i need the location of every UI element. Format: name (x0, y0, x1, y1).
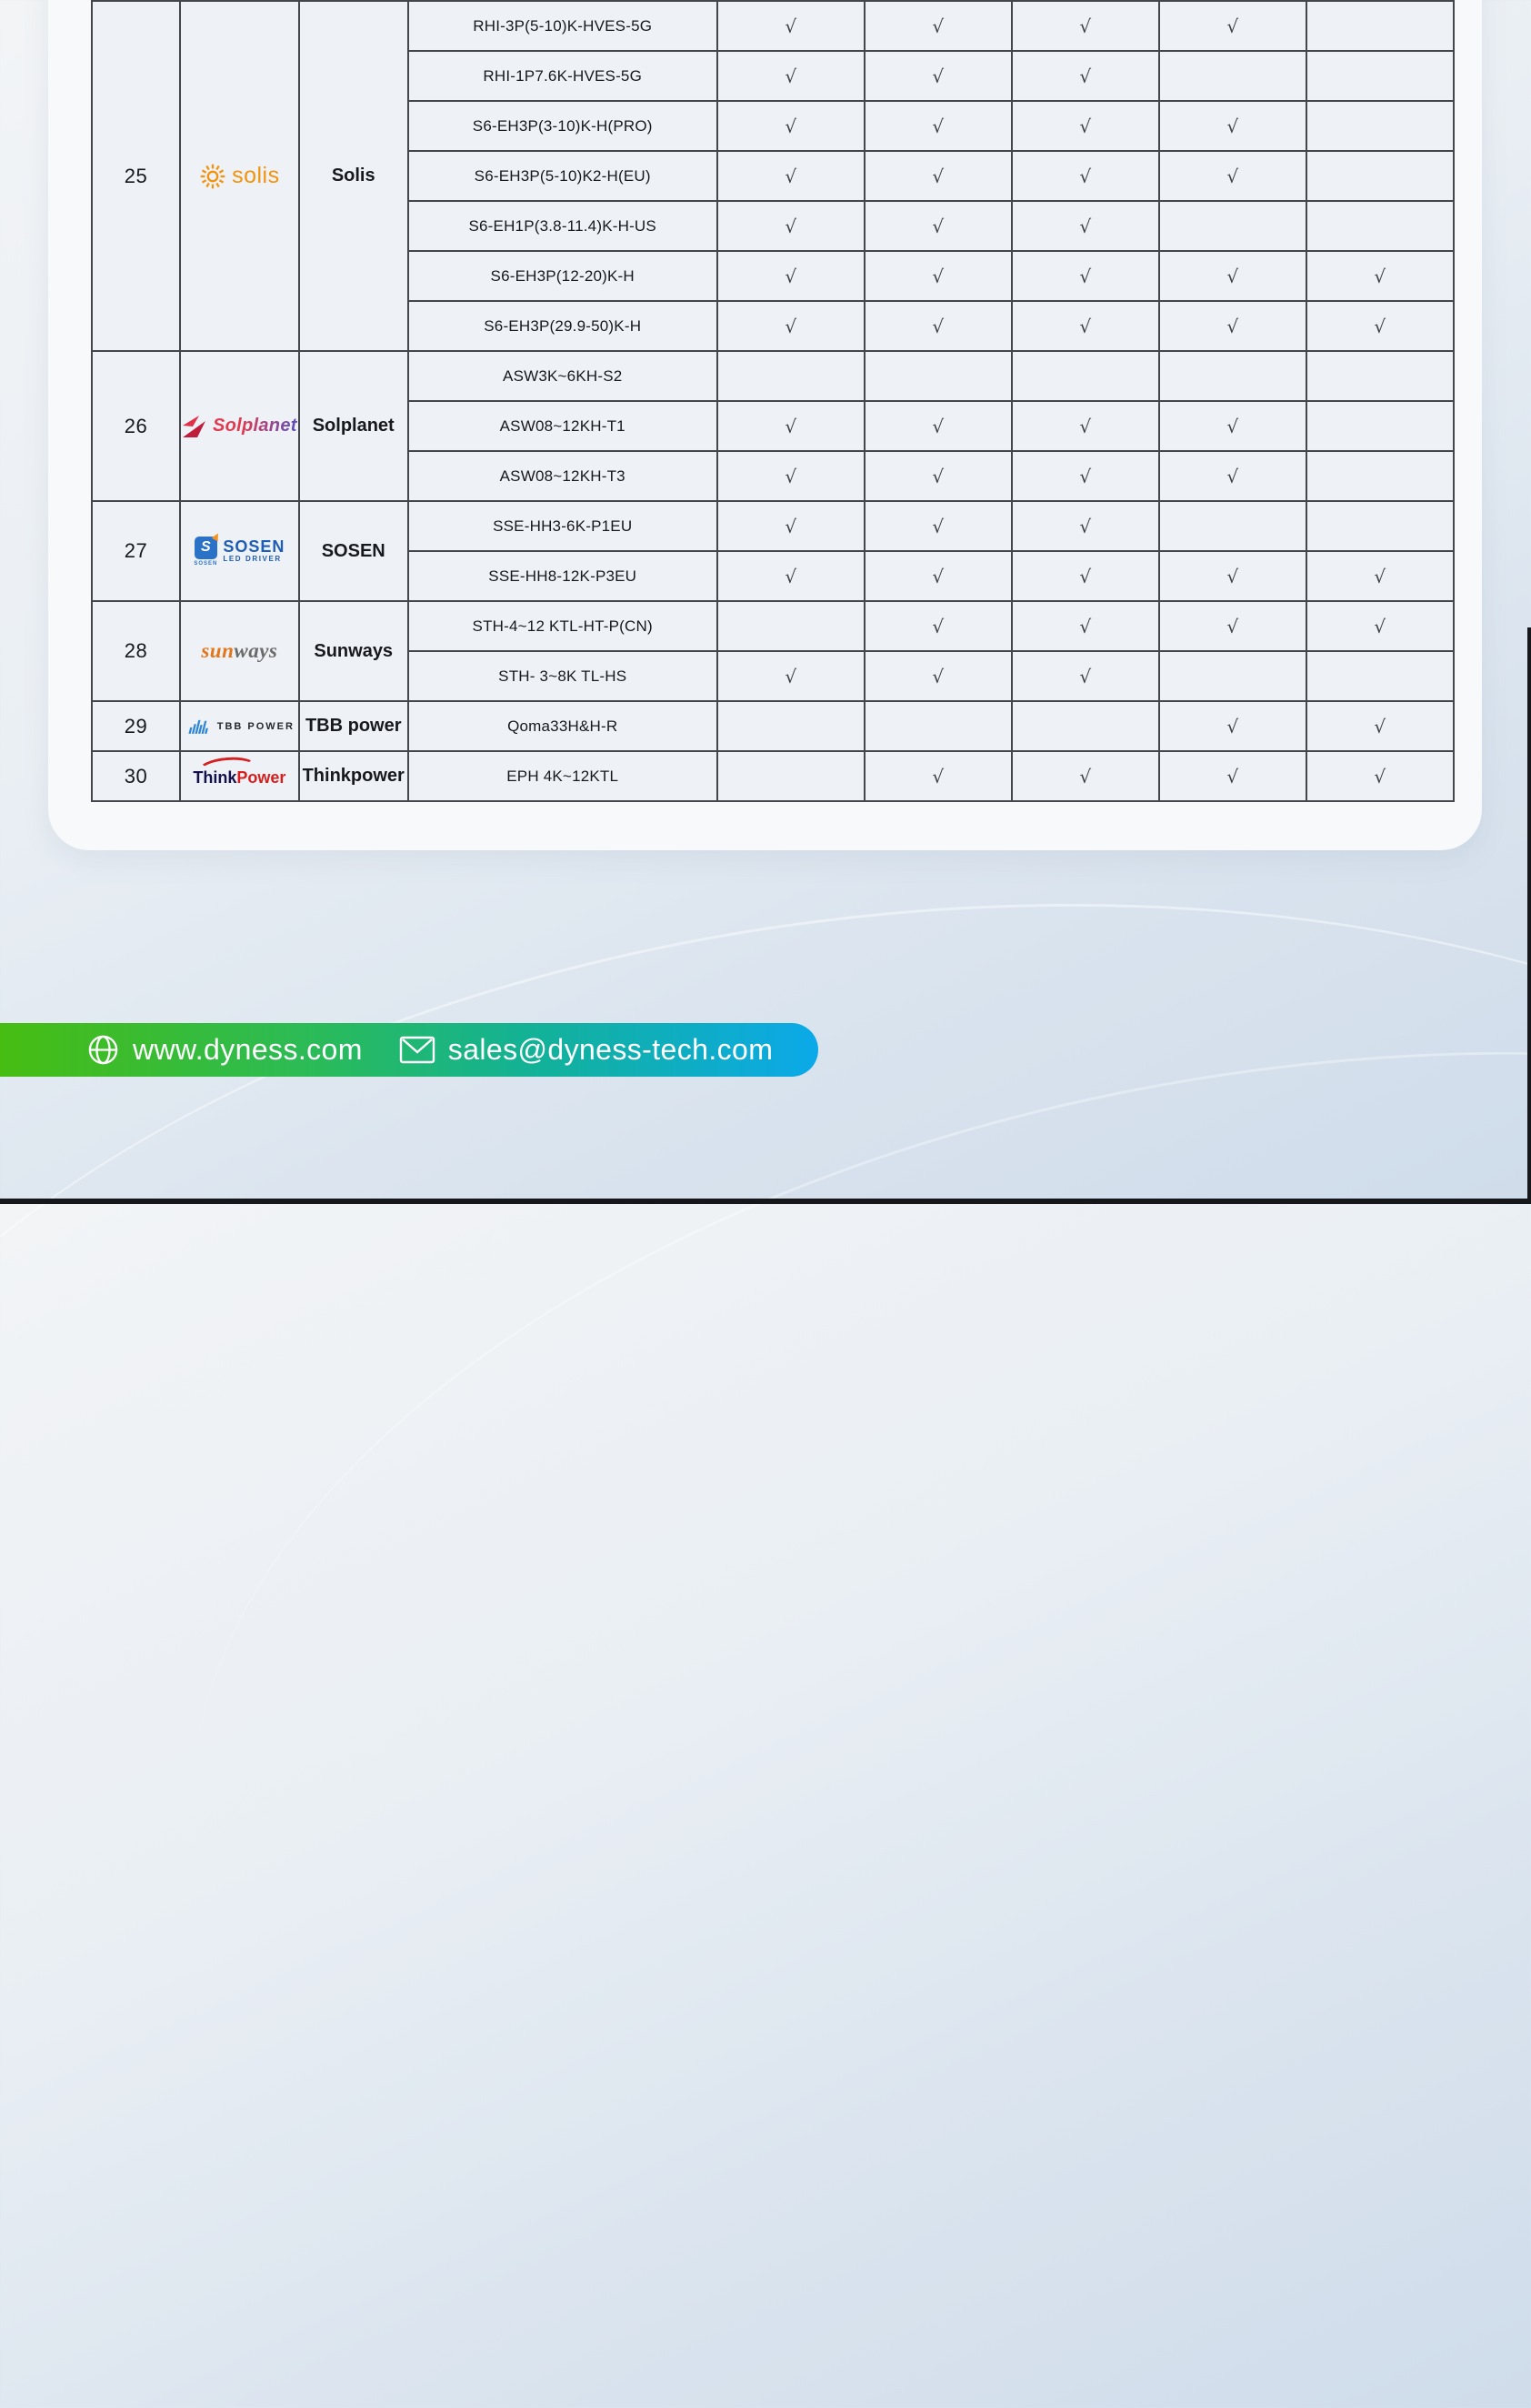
model-cell: ASW08~12KH-T1 (408, 401, 717, 451)
row-number-cell: 30 (92, 751, 180, 801)
check-cell (1012, 701, 1159, 751)
model-cell: RHI-1P7.6K-HVES-5G (408, 51, 717, 101)
model-cell: STH- 3~8K TL-HS (408, 651, 717, 701)
check-cell: √ (1012, 301, 1159, 351)
sosen-icon: S (195, 537, 217, 559)
row-number-cell: 28 (92, 601, 180, 701)
check-cell (1159, 51, 1306, 101)
check-cell: √ (1159, 301, 1306, 351)
check-cell: √ (1012, 651, 1159, 701)
email-icon (399, 1036, 435, 1064)
check-cell: √ (865, 201, 1012, 251)
model-cell: Qoma33H&H-R (408, 701, 717, 751)
check-cell: √ (1159, 701, 1306, 751)
check-cell: √ (717, 501, 865, 551)
table-row (92, 351, 1454, 401)
solis-logo (199, 163, 280, 190)
bg-wave (0, 775, 1531, 2408)
check-cell: √ (717, 201, 865, 251)
sosen-logo-subtext: LED DRIVER (223, 555, 282, 564)
brand-name-cell: Solplanet (299, 351, 408, 501)
model-cell: ASW08~12KH-T3 (408, 451, 717, 501)
check-cell: √ (865, 251, 1012, 301)
check-cell: √ (865, 751, 1012, 801)
row-number-cell: 29 (92, 701, 180, 751)
brand-name-cell: Thinkpower (299, 751, 408, 801)
row-number-cell: 25 (92, 1, 180, 351)
brand-logo-cell (180, 601, 299, 701)
check-cell: √ (1012, 451, 1159, 501)
check-cell (1306, 101, 1454, 151)
check-cell: √ (717, 1, 865, 51)
brand-name-cell: Sunways (299, 601, 408, 701)
check-cell: √ (865, 51, 1012, 101)
table-row (92, 501, 1454, 551)
model-cell: S6-EH3P(5-10)K2-H(EU) (408, 151, 717, 201)
check-cell: √ (865, 451, 1012, 501)
check-cell: √ (865, 401, 1012, 451)
tbb-logo-text: TBB POWER (216, 720, 295, 732)
check-cell: √ (1159, 401, 1306, 451)
model-cell: S6-EH3P(12-20)K-H (408, 251, 717, 301)
row-number-cell: 27 (92, 501, 180, 601)
check-cell: √ (1159, 551, 1306, 601)
check-cell: √ (1159, 751, 1306, 801)
model-cell: ASW3K~6KH-S2 (408, 351, 717, 401)
solplanet-logo-text: Solplanet (213, 416, 297, 436)
sunways-logo: sun ways (201, 639, 278, 662)
compatibility-table (91, 0, 1455, 802)
check-cell: √ (1012, 251, 1159, 301)
check-cell: √ (717, 551, 865, 601)
check-cell: √ (1012, 51, 1159, 101)
check-cell: √ (717, 101, 865, 151)
check-cell: √ (1012, 201, 1159, 251)
page-edge-right (1527, 627, 1531, 1204)
model-cell: S6-EH1P(3.8-11.4)K-H-US (408, 201, 717, 251)
check-cell: √ (1159, 451, 1306, 501)
website-link[interactable]: www.dyness.com (133, 1033, 363, 1066)
check-cell: √ (1306, 251, 1454, 301)
check-cell (1306, 351, 1454, 401)
check-cell (1159, 651, 1306, 701)
globe-icon (86, 1033, 120, 1067)
sunways-logo-text: sun (201, 639, 235, 662)
check-cell: √ (865, 651, 1012, 701)
check-cell: √ (1012, 551, 1159, 601)
check-cell: √ (717, 651, 865, 701)
check-cell (717, 751, 865, 801)
model-cell: STH-4~12 KTL-HT-P(CN) (408, 601, 717, 651)
check-cell: √ (865, 551, 1012, 601)
check-cell: √ (717, 451, 865, 501)
bg-wave (95, 893, 1531, 2408)
check-cell (1306, 201, 1454, 251)
check-cell (1306, 451, 1454, 501)
check-cell (1159, 351, 1306, 401)
brand-logo-cell (180, 701, 299, 751)
check-cell: √ (1306, 601, 1454, 651)
brand-logo-cell (180, 501, 299, 601)
brand-logo-cell (180, 1, 299, 351)
solis-sun-icon (199, 163, 226, 190)
check-cell: √ (717, 151, 865, 201)
check-cell: √ (1012, 501, 1159, 551)
brand-logo-cell (180, 751, 299, 801)
check-cell: √ (1159, 101, 1306, 151)
check-cell: √ (865, 301, 1012, 351)
model-cell: SSE-HH8-12K-P3EU (408, 551, 717, 601)
tbb-waveform-icon (185, 717, 212, 736)
row-number-cell: 26 (92, 351, 180, 501)
thinkpower-logo-text: Think (193, 768, 237, 787)
check-cell: √ (1012, 401, 1159, 451)
check-cell: √ (865, 1, 1012, 51)
check-cell (1306, 1, 1454, 51)
check-cell (1306, 151, 1454, 201)
check-cell: √ (865, 101, 1012, 151)
check-cell: √ (1306, 751, 1454, 801)
check-cell: √ (1159, 1, 1306, 51)
sosen-logo-text: SOSEN (223, 537, 285, 557)
check-cell (1159, 501, 1306, 551)
sosen-icon-caption: SOSEN (194, 560, 218, 567)
check-cell: √ (1012, 601, 1159, 651)
table-row (92, 701, 1454, 751)
table-wrapper (91, 0, 1455, 802)
sosen-flame-icon (211, 531, 221, 541)
table-row (92, 601, 1454, 651)
check-cell (717, 701, 865, 751)
check-cell: √ (1012, 151, 1159, 201)
check-cell: √ (1012, 1, 1159, 51)
check-cell: √ (717, 251, 865, 301)
check-cell (1159, 201, 1306, 251)
brand-name-cell: Solis (299, 1, 408, 351)
check-cell: √ (1012, 101, 1159, 151)
sosen-logo (194, 537, 285, 567)
check-cell (1306, 651, 1454, 701)
solis-logo-text: solis (232, 163, 280, 188)
model-cell: EPH 4K~12KTL (408, 751, 717, 801)
brand-logo-cell (180, 351, 299, 501)
email-link[interactable]: sales@dyness-tech.com (447, 1033, 774, 1066)
check-cell (1012, 351, 1159, 401)
compat-table-body (92, 1, 1454, 801)
model-cell: RHI-3P(5-10)K-HVES-5G (408, 1, 717, 51)
check-cell: √ (865, 151, 1012, 201)
brand-name-cell: SOSEN (299, 501, 408, 601)
check-cell: √ (1306, 701, 1454, 751)
check-cell (865, 701, 1012, 751)
check-cell: √ (1306, 301, 1454, 351)
model-cell: S6-EH3P(29.9-50)K-H (408, 301, 717, 351)
check-cell (1306, 51, 1454, 101)
check-cell (717, 601, 865, 651)
check-cell (1306, 501, 1454, 551)
solplanet-logo (182, 415, 297, 438)
check-cell (865, 351, 1012, 401)
table-row (92, 751, 1454, 801)
brand-name-cell: TBB power (299, 701, 408, 751)
solplanet-icon (182, 415, 207, 438)
thinkpower-logo: ThinkPower (193, 765, 285, 788)
check-cell (1306, 401, 1454, 451)
check-cell: √ (717, 51, 865, 101)
check-cell: √ (717, 301, 865, 351)
check-cell: √ (1012, 751, 1159, 801)
check-cell: √ (717, 401, 865, 451)
check-cell: √ (1159, 151, 1306, 201)
check-cell: √ (865, 501, 1012, 551)
table-row (92, 1, 1454, 51)
page-edge-bottom (0, 1199, 1531, 1204)
check-cell (717, 351, 865, 401)
model-cell: S6-EH3P(3-10)K-H(PRO) (408, 101, 717, 151)
check-cell: √ (865, 601, 1012, 651)
check-cell: √ (1306, 551, 1454, 601)
tbb-logo (185, 717, 295, 736)
footer-contact-bar (0, 1023, 818, 1077)
model-cell: SSE-HH3-6K-P1EU (408, 501, 717, 551)
check-cell: √ (1159, 601, 1306, 651)
check-cell: √ (1159, 251, 1306, 301)
